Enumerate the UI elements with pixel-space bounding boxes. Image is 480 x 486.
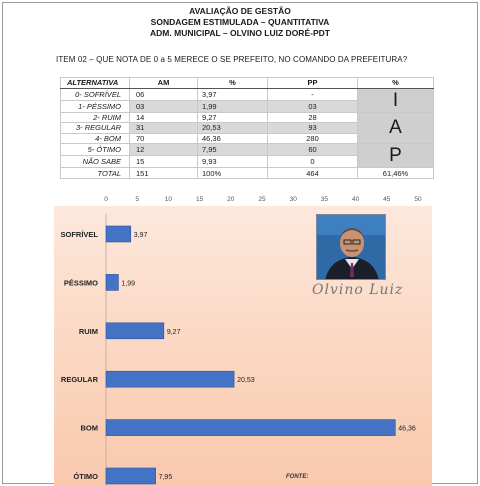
col-header-pct: % <box>198 78 268 89</box>
category-label: REGULAR <box>60 375 98 385</box>
row-pct: 3,97 <box>198 88 268 100</box>
bar-value-label: 20,53 <box>237 377 255 385</box>
row-pp: 280 <box>268 133 358 144</box>
total-pct2: 61,46% <box>358 168 434 179</box>
row-am: 14 <box>130 112 198 123</box>
x-tick-label: 35 <box>320 196 329 203</box>
header-title: AVALIAÇÃO DE GESTÃO <box>189 6 291 16</box>
bar-value-label: 7,95 <box>158 474 173 481</box>
row-alt: 3- REGULAR <box>61 123 130 134</box>
bar <box>106 468 156 484</box>
bar <box>106 371 234 387</box>
row-pp: 0 <box>268 156 358 168</box>
total-am: 151 <box>130 168 198 179</box>
row-am: 03 <box>130 100 198 112</box>
x-tick-label: 45 <box>383 196 391 203</box>
total-pct: 100% <box>198 168 268 179</box>
row-alt: NÃO SABE <box>61 156 130 168</box>
total-pp: 464 <box>268 168 358 179</box>
x-tick-label: 20 <box>227 196 235 203</box>
bar <box>106 226 131 242</box>
row-pct: 1,99 <box>198 100 268 112</box>
x-tick-label: 40 <box>351 196 360 203</box>
header-subtitle: SONDAGEM ESTIMULADA – QUANTITATIVA <box>150 17 330 27</box>
category-label: BOM <box>80 423 98 433</box>
question-text: ITEM 02 – QUE NOTA DE 0 a 5 MERECE O SE PREFEITO, NO COMANDO DA PREFEITURA? <box>56 55 408 64</box>
row-am: 15 <box>130 156 198 168</box>
row-am: 12 <box>130 144 198 156</box>
x-tick-label: 50 <box>414 196 422 203</box>
row-pp: 60 <box>268 144 358 156</box>
col-header-pct2: % <box>358 78 434 89</box>
row-alt: 0- SOFRÍVEL <box>61 88 130 100</box>
iap-letter-a: A <box>358 112 434 144</box>
row-pct: 20,53 <box>198 123 268 134</box>
row-pct: 7,95 <box>198 144 268 156</box>
header-administration: ADM. MUNICIPAL – OLVINO LUIZ DORÉ-PDT <box>150 28 330 38</box>
bar-value-label: 3,97 <box>133 232 148 239</box>
bar <box>106 420 395 436</box>
signature-text: Olvino Luiz <box>312 282 404 298</box>
total-label: TOTAL <box>61 168 130 179</box>
row-am: 70 <box>130 133 198 144</box>
row-alt: 5- ÓTIMO <box>61 144 130 156</box>
row-am: 31 <box>130 123 198 134</box>
row-pp: 28 <box>268 112 358 123</box>
bar-value-label: 1,99 <box>121 280 136 288</box>
col-header-pp: PP <box>268 78 358 89</box>
x-tick-label: 30 <box>289 196 297 203</box>
row-pct: 9,93 <box>198 156 268 168</box>
row-alt: 1- PÉSSIMO <box>61 100 130 112</box>
iap-letter-i: I <box>358 88 434 112</box>
row-pp: 03 <box>268 100 358 112</box>
bar <box>106 274 118 290</box>
x-tick-label: 15 <box>195 196 204 203</box>
row-am: 06 <box>130 88 198 100</box>
row-pct: 9,27 <box>198 112 268 123</box>
col-header-am: AM <box>130 78 198 89</box>
row-alt: 4- BOM <box>61 133 130 144</box>
x-tick-label: 0 <box>104 196 108 203</box>
x-tick-label: 5 <box>135 196 140 203</box>
row-pp: - <box>268 88 358 100</box>
x-tick-label: 25 <box>258 196 266 203</box>
bar-value-label: 46,36 <box>398 425 416 433</box>
row-alt: 2- RUIM <box>61 112 130 123</box>
row-pct: 46,36 <box>198 133 268 144</box>
category-label: RUIM <box>78 326 98 336</box>
bar-value-label: 9,27 <box>166 328 181 336</box>
row-pp: 93 <box>268 123 358 134</box>
x-tick-label: 10 <box>164 196 173 203</box>
category-label: ÓTIMO <box>73 472 98 481</box>
category-label: PÉSSIMO <box>63 278 98 288</box>
source-label: FONTE: <box>286 474 309 480</box>
iap-letter-p: P <box>358 144 434 168</box>
mayor-photo <box>316 214 386 280</box>
col-header-alternativa: ALTERNATIVA <box>61 78 130 89</box>
category-label: SOFRÍVEL <box>60 230 98 239</box>
bar <box>106 323 164 339</box>
